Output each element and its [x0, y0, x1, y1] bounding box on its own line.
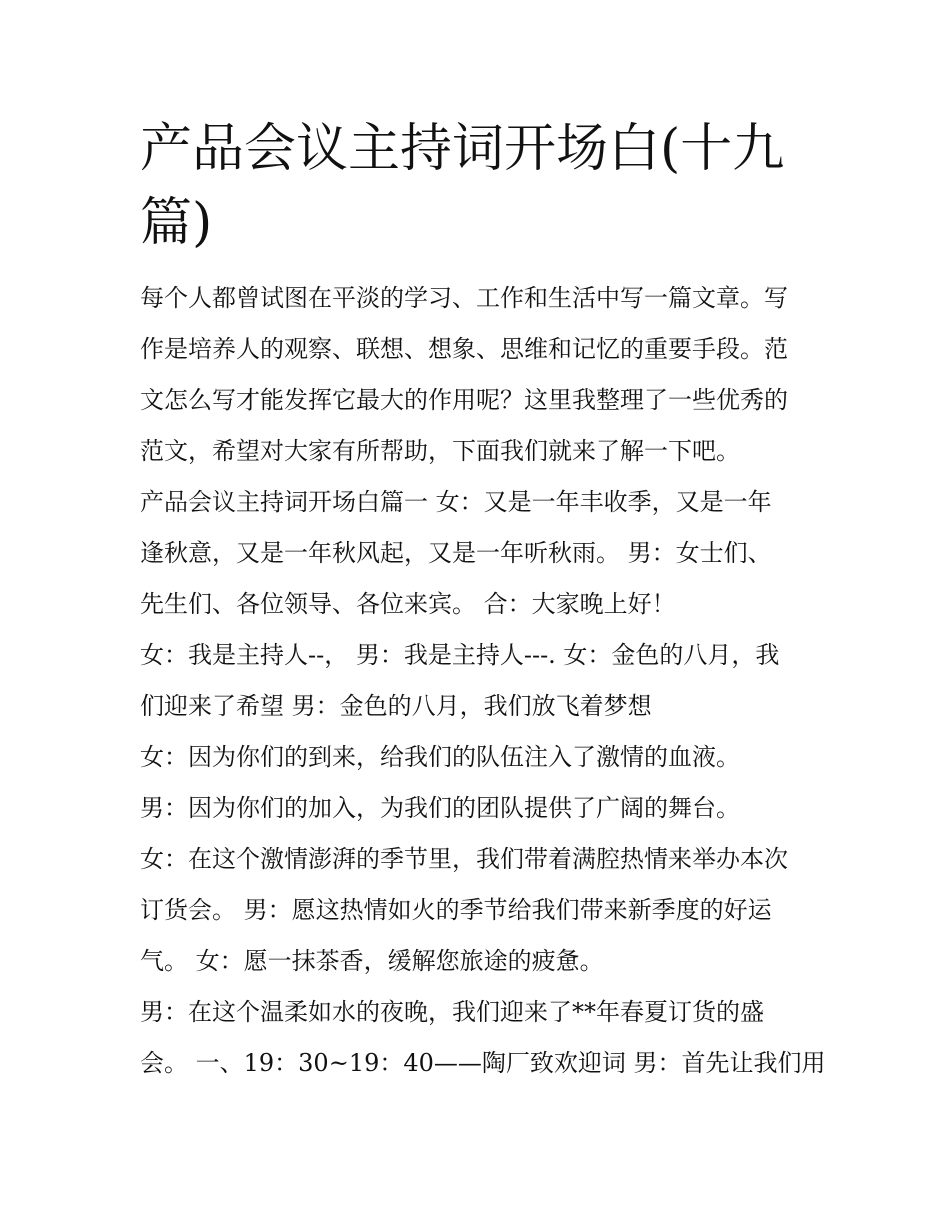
body-line: 男：因为你们的加入，为我们的团队提供了广阔的舞台。: [140, 794, 740, 822]
document-title: [140, 112, 820, 260]
body-line: 先生们、各位领导、各位来宾。 合：大家晚上好！: [140, 590, 676, 618]
body-line: 女：在这个激情澎湃的季节里，我们带着满腔热情来举办本次: [140, 845, 788, 873]
body-line: 作是培养人的观察、联想、想象、思维和记忆的重要手段。范: [140, 335, 788, 363]
body-line: 范文，希望对大家有所帮助，下面我们就来了解一下吧。: [140, 437, 740, 465]
body-line: 会。 一、19：30~19：40——陶厂致欢迎词 男：首先让我们用: [140, 1049, 826, 1077]
body-line: 产品会议主持词开场白篇一 女：又是一年丰收季，又是一年: [140, 488, 772, 516]
body-line: 气。 女：愿一抹茶香，缓解您旅途的疲惫。: [140, 947, 604, 975]
body-line: 男：在这个温柔如水的夜晚，我们迎来了**年春夏订货的盛: [140, 998, 764, 1026]
body-line: 文怎么写才能发挥它最大的作用呢？这里我整理了一些优秀的: [140, 386, 788, 414]
body-line: 们迎来了希望 男：金色的八月，我们放飞着梦想: [140, 692, 652, 720]
body-line: 逢秋意，又是一年秋风起，又是一年听秋雨。 男：女士们、: [140, 539, 772, 567]
body-line: 女：因为你们的到来，给我们的队伍注入了激情的血液。: [140, 743, 740, 771]
body-line: 女：我是主持人--， 男：我是主持人---. 女：金色的八月，我: [140, 641, 780, 669]
document-body: [140, 273, 830, 1089]
title-line-2: 篇): [140, 193, 213, 253]
body-line: 每个人都曾试图在平淡的学习、工作和生活中写一篇文章。写: [140, 284, 788, 312]
body-line: 订货会。 男：愿这热情如火的季节给我们带来新季度的好运: [140, 896, 772, 924]
title-line-1: 产品会议主持词开场白(十九: [140, 119, 785, 179]
